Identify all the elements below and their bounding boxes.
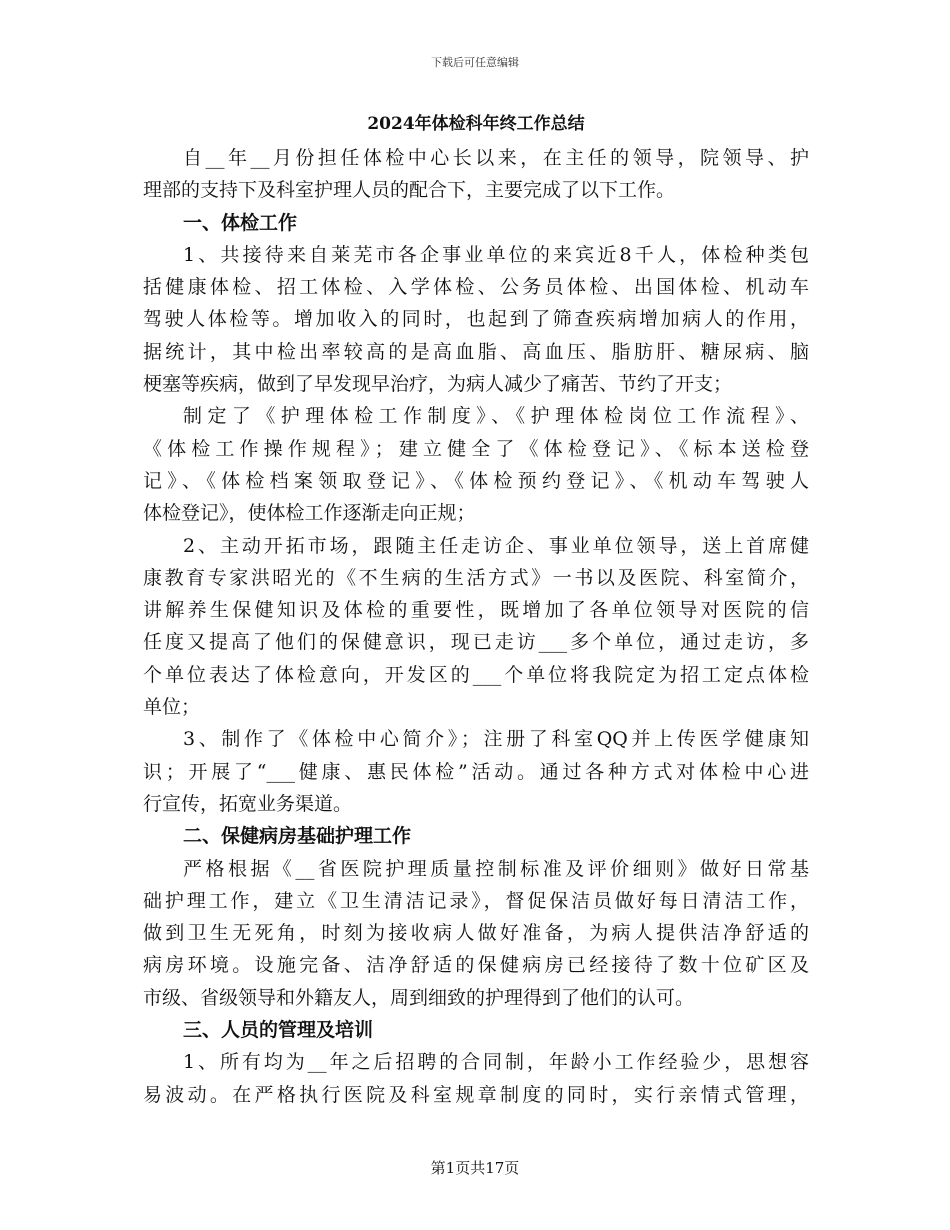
page-header: 下载后可任意编辑 [431,56,519,69]
section-heading: 二、保健病房基础护理工作 [183,825,412,848]
text-line: 严格根据《__省医院护理质量控制标准及评价细则》做好日常基 [183,857,809,880]
text-line: 制定了《护理体检工作制度》、《护理体检岗位工作流程》、 [183,405,809,428]
text-line: 理部的支持下及科室护理人员的配合下，主要完成了以下工作。 [143,179,676,202]
text-line: 1、共接待来自莱芜市各企事业单位的来宾近8千人，体检种类包 [183,243,809,266]
document-text [143,142,809,1111]
document-title: 2024年体检科年终工作总结 [367,114,585,134]
text-line: 础护理工作，建立《卫生清洁记录》，督促保洁员做好每日清洁工作， [143,889,809,912]
text-line: 个单位表达了体检意向，开发区的___个单位将我院定为招工定点体检 [143,663,809,686]
text-line: 据统计，其中检出率较高的是高血脂、高血压、脂肪肝、糖尿病、脑 [143,340,809,363]
text-line: 讲解养生保健知识及体检的重要性，既增加了各单位领导对医院的信 [143,599,809,622]
text-line: 易波动。在严格执行医院及科室规章制度的同时，实行亲情式管理， [143,1083,809,1106]
document-body [143,110,809,1111]
text-line: 市级、省级领导和外籍友人，周到细致的护理得到了他们的认可。 [143,986,695,1009]
text-line: 康教育专家洪昭光的《不生病的生活方式》一书以及医院、科室简介， [143,566,809,589]
page-footer: 第1页共17页 [430,1159,520,1177]
text-line: 行宣传，拓宽业务渠道。 [143,792,353,815]
text-line: 驾驶人体检等。增加收入的同时，也起到了筛查疾病增加病人的作用， [143,308,809,331]
text-line: 识；开展了“___健康、惠民体检”活动。通过各种方式对体检中心进 [143,760,809,783]
text-line: 梗塞等疾病，做到了早发现早治疗，为病人减少了痛苦、节约了开支； [143,373,733,396]
text-line: 病房环境。设施完备、洁净舒适的保健病房已经接待了数十位矿区及 [143,954,809,977]
text-line: 体检登记》，使体检工作逐渐走向正规； [143,502,476,525]
text-line: 《体检工作操作规程》；建立健全了《体检登记》、《标本送检登 [143,437,809,460]
text-line: 1、所有均为__年之后招聘的合同制，年龄小工作经验少，思想容 [183,1051,809,1074]
text-line: 3、制作了《体检中心简介》；注册了科室QQ并上传医学健康知 [183,728,809,751]
text-line: 括健康体检、招工体检、入学体检、公务员体检、出国体检、机动车 [143,276,809,299]
text-line: 单位； [143,696,201,719]
text-line: 记》、《体检档案领取登记》、《体检预约登记》、《机动车驾驶人 [143,469,809,492]
text-line: 做到卫生无死角，时刻为接收病人做好准备，为病人提供洁净舒适的 [143,922,809,945]
text-line: 2、主动开拓市场，跟随主任走访企、事业单位领导，送上首席健 [183,534,809,557]
text-line: 自__年__月份担任体检中心长以来，在主任的领导，院领导、护 [183,147,809,169]
section-heading: 一、体检工作 [183,211,298,234]
text-line: 任度又提高了他们的保健意识，现已走访___多个单位，通过走访，多 [143,631,809,654]
section-heading: 三、人员的管理及培训 [183,1019,374,1042]
